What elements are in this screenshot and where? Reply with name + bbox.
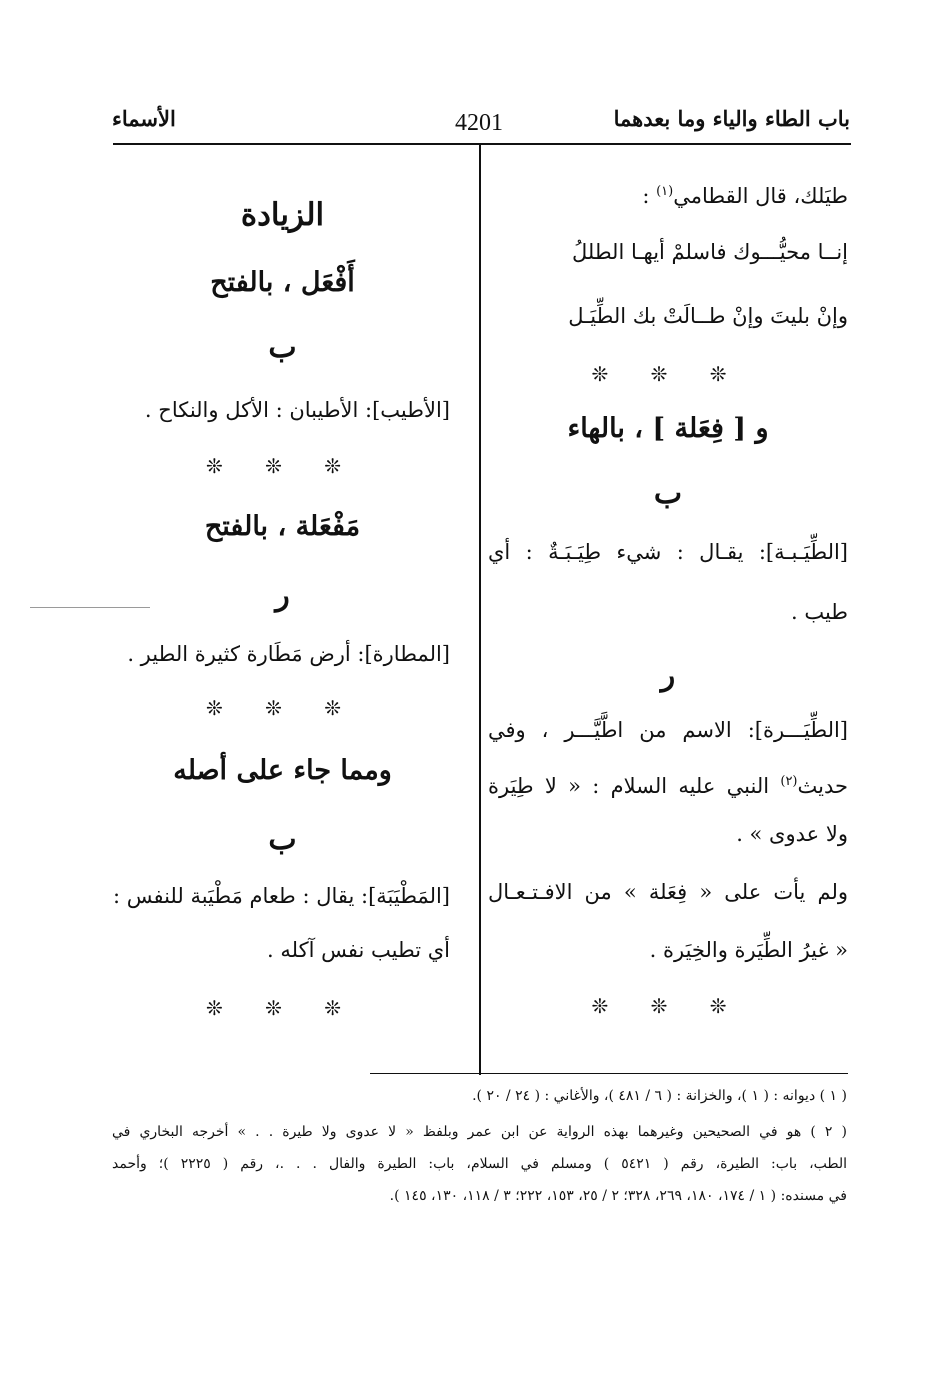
heading-asl: ومما جاء على أصله bbox=[173, 755, 392, 786]
chapter-title: باب الطاء والياء وما بعدهما bbox=[613, 106, 850, 131]
footnotes bbox=[112, 1082, 847, 1210]
footnote-1: ( ١ ) ديوانه : ( ١ )، والخزانة : ( ٦ / ٤٨١ )، والأغاني : ( ٢٤ / ٢٠ ). bbox=[472, 1088, 847, 1104]
heading-ziyada: الزيادة bbox=[240, 197, 325, 233]
letter-ra-heading: ر bbox=[275, 578, 290, 613]
header-rule bbox=[113, 143, 851, 145]
left-column bbox=[112, 170, 450, 1030]
tiyara-line-3: ولا عدوى » . bbox=[736, 822, 848, 846]
separator-stars: ❊ ❊ ❊ bbox=[591, 994, 745, 1018]
letter-ba-heading: ب bbox=[653, 476, 683, 511]
lam-yati-line-1: ولم يأت على « فِعَلة » من الافـتـعـال bbox=[488, 880, 848, 904]
footnote-2-line-2: الطب، باب: الطيرة، رقم ( ٥٤٢١ ) ومسلم في السلام، باب: الطيرة والفال . . .، رقم ( ٢٢٢٥ )؛ وأحمد bbox=[112, 1156, 848, 1172]
footnote-rule bbox=[370, 1073, 848, 1074]
page-number: 4201 bbox=[455, 110, 503, 136]
letter-ba-heading-2: ب bbox=[268, 822, 297, 857]
matyaba-line-2: أي تطيب نفس آكله . bbox=[267, 938, 450, 962]
footnote-2-line-1: ( ٢ ) هو في الصحيحين وغيرهما بهذه الرواية عن ابن عمر وبلفظ « لا عدوى ولا طيرة . . » أخرجه البخاري في bbox=[112, 1124, 847, 1140]
intro-colon: : bbox=[642, 184, 650, 208]
atyab-entry: [الأطيب]: الأطيبان : الأكل والنكاح . bbox=[144, 398, 450, 422]
heading-fila-bilha: و [ فِعَلة ] ، بالهاء bbox=[567, 413, 769, 444]
verse-line-1: إنــا محيُّـــوك فاسلمْ أيهـا الطللُ bbox=[571, 240, 848, 264]
footnote-ref-2: (٢) bbox=[780, 774, 798, 789]
tiyara-line-1: [الطِّيَـــرة]: الاسم من اطَّيَّـــر ، وفي bbox=[488, 718, 848, 742]
separator-stars: ❊ ❊ ❊ bbox=[206, 454, 359, 478]
separator-stars: ❊ ❊ ❊ bbox=[591, 362, 745, 386]
heading-afal: أَفْعَل ، بالفتح bbox=[210, 267, 355, 298]
lam-yati-line-2: « غيرُ الطِّيَرة والخِيَرة . bbox=[649, 938, 848, 962]
footnote-2-line-3: في مسنده: ( ١ / ١٧٤، ١٨٠، ٢٦٩، ٣٢٨؛ ٢ / ٢٥، ١٥٣، ٢٢٢؛ ٣ / ١١٨، ١٣٠، ١٤٥ ). bbox=[389, 1188, 847, 1204]
matara-entry: [المطارة]: أرض مَطَارة كثيرة الطير . bbox=[127, 642, 450, 666]
separator-stars: ❊ ❊ ❊ bbox=[206, 696, 359, 720]
matyaba-line-1: [المَطْيَبَة]: يقال : طعام مَطْيَبة للنفس : bbox=[112, 884, 450, 908]
right-column bbox=[488, 170, 848, 1028]
tiyara-text-b: النبي عليه السلام : « لا طِيَرة bbox=[488, 774, 770, 798]
letter-ba-heading: ب bbox=[268, 330, 297, 365]
letter-ra-heading: ر bbox=[660, 658, 676, 693]
footnote-ref-1: (١) bbox=[656, 184, 674, 199]
intro-text: طيَلك، قال القطامي bbox=[673, 184, 848, 208]
section-title: الأسماء bbox=[112, 106, 176, 131]
intro-line bbox=[488, 170, 848, 232]
tiyaba-line-2: طيب . bbox=[790, 600, 848, 624]
column-divider bbox=[479, 143, 481, 1075]
verse-line-2: وإنْ بليتَ وإنْ طــالَتْ بك الطِّيَـل bbox=[568, 304, 848, 328]
tiyaba-line-1: [الطِّيَـبـة]: يقـال : شيء طِيَـبَـةٌ : أي bbox=[488, 540, 848, 564]
heading-mafala: مَفْعَلة ، بالفتح bbox=[204, 511, 361, 542]
tiyara-line-2 bbox=[488, 762, 848, 814]
separator-stars: ❊ ❊ ❊ bbox=[206, 996, 359, 1020]
tiyara-text-a: حديث bbox=[797, 774, 848, 798]
